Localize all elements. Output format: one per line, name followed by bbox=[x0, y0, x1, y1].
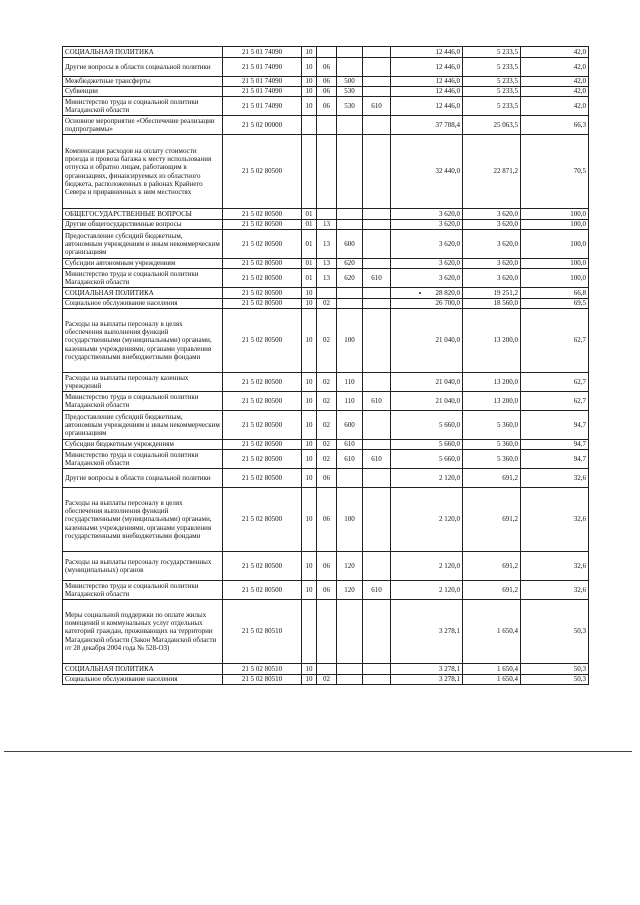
row-name: Субвенции bbox=[63, 87, 223, 97]
table-row bbox=[63, 58, 589, 77]
row-code: 21 5 02 80510 bbox=[223, 664, 302, 675]
table-row bbox=[63, 552, 589, 581]
row-name: Другие вопросы в области социальной политики bbox=[63, 58, 223, 77]
row-expense-type bbox=[337, 209, 363, 220]
row-name: Субсидии автономным учреждениям bbox=[63, 259, 223, 269]
row-planned-amount: 3 620,0 bbox=[391, 269, 463, 288]
table-row bbox=[63, 309, 589, 373]
row-kosgu bbox=[363, 600, 391, 664]
row-expense-type: 620 bbox=[337, 269, 363, 288]
row-expense-type bbox=[337, 299, 363, 309]
row-code: 21 5 02 00000 bbox=[223, 116, 302, 135]
row-subsection bbox=[317, 116, 337, 135]
row-expense-type bbox=[337, 288, 363, 299]
row-execution-percent: 42,0 bbox=[521, 77, 589, 87]
table-row bbox=[63, 450, 589, 469]
row-kosgu bbox=[363, 288, 391, 299]
row-execution-percent: 62,7 bbox=[521, 373, 589, 392]
row-subsection bbox=[317, 288, 337, 299]
row-actual-amount: 691,2 bbox=[463, 581, 521, 600]
row-kosgu bbox=[363, 552, 391, 581]
row-planned-amount: 12 446,0 bbox=[391, 77, 463, 87]
row-actual-amount: 5 360,0 bbox=[463, 440, 521, 450]
row-code: 21 5 01 74090 bbox=[223, 77, 302, 87]
row-subsection: 06 bbox=[317, 87, 337, 97]
row-section bbox=[302, 135, 317, 209]
row-expense-type: 610 bbox=[337, 450, 363, 469]
row-section: 10 bbox=[302, 552, 317, 581]
row-name: СОЦИАЛЬНАЯ ПОЛИТИКА bbox=[63, 288, 223, 299]
row-planned-amount: 12 446,0 bbox=[391, 58, 463, 77]
table-row bbox=[63, 259, 589, 269]
row-code: 21 5 02 80500 bbox=[223, 440, 302, 450]
row-name: Министерство труда и социальной политики Магаданской области bbox=[63, 581, 223, 600]
row-name: Министерство труда и социальной политики Магаданской области bbox=[63, 392, 223, 411]
row-name: Социальное обслуживание населения bbox=[63, 299, 223, 309]
row-planned-amount: 5 660,0 bbox=[391, 450, 463, 469]
table-row bbox=[63, 299, 589, 309]
row-actual-amount: 5 233,5 bbox=[463, 58, 521, 77]
row-name: Субсидии бюджетным учреждениям bbox=[63, 440, 223, 450]
table-body bbox=[63, 47, 589, 685]
table-row bbox=[63, 440, 589, 450]
row-subsection bbox=[317, 664, 337, 675]
row-actual-amount: 3 620,0 bbox=[463, 220, 521, 230]
row-name: Министерство труда и социальной политики Магаданской области bbox=[63, 450, 223, 469]
row-code: 21 5 02 80500 bbox=[223, 488, 302, 552]
row-code: 21 5 02 80500 bbox=[223, 392, 302, 411]
table-row bbox=[63, 373, 589, 392]
row-actual-amount: 13 200,0 bbox=[463, 309, 521, 373]
row-subsection: 02 bbox=[317, 675, 337, 685]
row-kosgu: 610 bbox=[363, 450, 391, 469]
table-row bbox=[63, 469, 589, 488]
row-section: 10 bbox=[302, 373, 317, 392]
row-expense-type bbox=[337, 58, 363, 77]
row-section: 01 bbox=[302, 230, 317, 259]
budget-table bbox=[62, 46, 589, 685]
row-planned-amount: 37 788,4 bbox=[391, 116, 463, 135]
row-kosgu bbox=[363, 230, 391, 259]
row-kosgu: 610 bbox=[363, 269, 391, 288]
row-execution-percent: 94,7 bbox=[521, 450, 589, 469]
table-row bbox=[63, 392, 589, 411]
row-actual-amount: 13 200,0 bbox=[463, 392, 521, 411]
row-planned-amount: 3 620,0 bbox=[391, 209, 463, 220]
row-section bbox=[302, 600, 317, 664]
row-section: 10 bbox=[302, 288, 317, 299]
row-expense-type: 610 bbox=[337, 440, 363, 450]
table-row bbox=[63, 116, 589, 135]
row-subsection: 02 bbox=[317, 299, 337, 309]
row-kosgu bbox=[363, 299, 391, 309]
row-expense-type: 620 bbox=[337, 259, 363, 269]
row-kosgu: 610 bbox=[363, 392, 391, 411]
table-row bbox=[63, 47, 589, 58]
row-kosgu bbox=[363, 135, 391, 209]
row-execution-percent: 50,3 bbox=[521, 664, 589, 675]
row-subsection: 06 bbox=[317, 469, 337, 488]
row-code: 21 5 01 74090 bbox=[223, 97, 302, 116]
row-section: 01 bbox=[302, 220, 317, 230]
row-kosgu bbox=[363, 440, 391, 450]
row-name: Другие вопросы в области социальной политики bbox=[63, 469, 223, 488]
row-code: 21 5 02 80500 bbox=[223, 220, 302, 230]
row-section: 10 bbox=[302, 440, 317, 450]
row-kosgu bbox=[363, 77, 391, 87]
row-actual-amount: 5 233,5 bbox=[463, 77, 521, 87]
row-code: 21 5 02 80500 bbox=[223, 581, 302, 600]
row-subsection bbox=[317, 47, 337, 58]
row-actual-amount: 5 360,0 bbox=[463, 411, 521, 440]
row-code: 21 5 01 74090 bbox=[223, 47, 302, 58]
row-expense-type bbox=[337, 116, 363, 135]
row-actual-amount: 19 251,2 bbox=[463, 288, 521, 299]
row-kosgu bbox=[363, 259, 391, 269]
row-actual-amount: 1 650,4 bbox=[463, 600, 521, 664]
row-expense-type: 530 bbox=[337, 87, 363, 97]
row-section: 10 bbox=[302, 488, 317, 552]
row-code: 21 5 02 80500 bbox=[223, 411, 302, 440]
table-row bbox=[63, 288, 589, 299]
row-execution-percent: 94,7 bbox=[521, 411, 589, 440]
row-section: 10 bbox=[302, 581, 317, 600]
row-actual-amount: 13 200,0 bbox=[463, 373, 521, 392]
table-row bbox=[63, 209, 589, 220]
table-row bbox=[63, 97, 589, 116]
row-expense-type: 110 bbox=[337, 392, 363, 411]
row-code: 21 5 02 80500 bbox=[223, 469, 302, 488]
row-planned-amount: 3 278,1 bbox=[391, 664, 463, 675]
row-subsection: 02 bbox=[317, 309, 337, 373]
row-execution-percent: 70,5 bbox=[521, 135, 589, 209]
table-row bbox=[63, 220, 589, 230]
row-planned-amount: 5 660,0 bbox=[391, 411, 463, 440]
row-name: Расходы на выплаты персоналу в целях обеспечения выполнения функций государственными (муниципальными) органами, казенными учреждениями, органами управления государственными внебюджетными фондами bbox=[63, 488, 223, 552]
table-row bbox=[63, 675, 589, 685]
row-kosgu bbox=[363, 220, 391, 230]
row-section: 10 bbox=[302, 97, 317, 116]
row-section: 10 bbox=[302, 299, 317, 309]
row-kosgu: 610 bbox=[363, 581, 391, 600]
row-kosgu bbox=[363, 116, 391, 135]
row-actual-amount: 3 620,0 bbox=[463, 230, 521, 259]
row-expense-type: 120 bbox=[337, 581, 363, 600]
row-section bbox=[302, 116, 317, 135]
row-kosgu bbox=[363, 87, 391, 97]
table-row bbox=[63, 488, 589, 552]
table-row bbox=[63, 230, 589, 259]
row-planned-amount: 2 120,0 bbox=[391, 488, 463, 552]
row-code: 21 5 02 80500 bbox=[223, 450, 302, 469]
row-actual-amount: 5 233,5 bbox=[463, 47, 521, 58]
row-code: 21 5 01 74090 bbox=[223, 87, 302, 97]
row-code: 21 5 02 80500 bbox=[223, 135, 302, 209]
row-kosgu bbox=[363, 309, 391, 373]
row-planned-amount: 12 446,0 bbox=[391, 87, 463, 97]
row-actual-amount: 5 360,0 bbox=[463, 450, 521, 469]
row-actual-amount: 22 871,2 bbox=[463, 135, 521, 209]
scan-dot bbox=[419, 292, 421, 294]
row-execution-percent: 69,5 bbox=[521, 299, 589, 309]
row-code: 21 5 02 80500 bbox=[223, 373, 302, 392]
row-name: Межбюджетные трансферты bbox=[63, 77, 223, 87]
table-row bbox=[63, 135, 589, 209]
row-execution-percent: 62,7 bbox=[521, 392, 589, 411]
table-row bbox=[63, 87, 589, 97]
row-execution-percent: 100,0 bbox=[521, 209, 589, 220]
row-subsection: 06 bbox=[317, 552, 337, 581]
table-row bbox=[63, 77, 589, 87]
row-execution-percent: 100,0 bbox=[521, 220, 589, 230]
row-subsection bbox=[317, 600, 337, 664]
table-row bbox=[63, 581, 589, 600]
row-execution-percent: 66,3 bbox=[521, 116, 589, 135]
row-actual-amount: 18 560,0 bbox=[463, 299, 521, 309]
row-execution-percent: 62,7 bbox=[521, 309, 589, 373]
row-subsection: 13 bbox=[317, 230, 337, 259]
row-expense-type: 100 bbox=[337, 488, 363, 552]
row-actual-amount: 1 650,4 bbox=[463, 664, 521, 675]
row-subsection: 02 bbox=[317, 411, 337, 440]
row-section: 10 bbox=[302, 411, 317, 440]
table-row bbox=[63, 600, 589, 664]
row-section: 10 bbox=[302, 58, 317, 77]
row-subsection: 06 bbox=[317, 58, 337, 77]
row-name: ОБЩЕГОСУДАРСТВЕННЫЕ ВОПРОСЫ bbox=[63, 209, 223, 220]
row-subsection: 02 bbox=[317, 440, 337, 450]
row-expense-type: 600 bbox=[337, 411, 363, 440]
row-kosgu bbox=[363, 58, 391, 77]
row-code: 21 5 02 80500 bbox=[223, 259, 302, 269]
row-execution-percent: 42,0 bbox=[521, 87, 589, 97]
row-actual-amount: 5 233,5 bbox=[463, 97, 521, 116]
row-actual-amount: 691,2 bbox=[463, 488, 521, 552]
row-expense-type: 110 bbox=[337, 373, 363, 392]
row-planned-amount: 26 700,0 bbox=[391, 299, 463, 309]
row-name: Расходы на выплаты персоналу казенных учреждений bbox=[63, 373, 223, 392]
row-subsection: 13 bbox=[317, 269, 337, 288]
row-actual-amount: 3 620,0 bbox=[463, 269, 521, 288]
row-section: 10 bbox=[302, 469, 317, 488]
row-kosgu bbox=[363, 675, 391, 685]
row-subsection: 13 bbox=[317, 259, 337, 269]
row-execution-percent: 94,7 bbox=[521, 440, 589, 450]
row-kosgu bbox=[363, 373, 391, 392]
row-kosgu bbox=[363, 209, 391, 220]
row-name: Предоставление субсидий бюджетным, автономным учреждениям и иным некоммерческим организациям bbox=[63, 230, 223, 259]
row-code: 21 5 01 74090 bbox=[223, 58, 302, 77]
row-actual-amount: 3 620,0 bbox=[463, 209, 521, 220]
row-kosgu bbox=[363, 411, 391, 440]
row-planned-amount: 28 820,0 bbox=[391, 288, 463, 299]
row-section: 01 bbox=[302, 269, 317, 288]
row-name: Министерство труда и социальной политики Магаданской области bbox=[63, 97, 223, 116]
row-subsection bbox=[317, 135, 337, 209]
row-subsection: 02 bbox=[317, 392, 337, 411]
row-planned-amount: 21 040,0 bbox=[391, 392, 463, 411]
table-row bbox=[63, 269, 589, 288]
row-section: 10 bbox=[302, 87, 317, 97]
row-planned-amount: 3 620,0 bbox=[391, 259, 463, 269]
row-execution-percent: 66,8 bbox=[521, 288, 589, 299]
row-kosgu bbox=[363, 47, 391, 58]
row-expense-type: 500 bbox=[337, 77, 363, 87]
row-code: 21 5 02 80510 bbox=[223, 600, 302, 664]
row-kosgu bbox=[363, 469, 391, 488]
row-planned-amount: 12 446,0 bbox=[391, 97, 463, 116]
row-section: 10 bbox=[302, 309, 317, 373]
row-name: Министерство труда и социальной политики Магаданской области bbox=[63, 269, 223, 288]
row-name: Другие общегосударственные вопросы bbox=[63, 220, 223, 230]
row-expense-type bbox=[337, 47, 363, 58]
row-expense-type: 100 bbox=[337, 309, 363, 373]
row-expense-type: 530 bbox=[337, 97, 363, 116]
row-execution-percent: 42,0 bbox=[521, 58, 589, 77]
row-section: 10 bbox=[302, 675, 317, 685]
row-execution-percent: 100,0 bbox=[521, 230, 589, 259]
row-section: 10 bbox=[302, 47, 317, 58]
row-execution-percent: 100,0 bbox=[521, 259, 589, 269]
row-code: 21 5 02 80510 bbox=[223, 675, 302, 685]
row-subsection: 06 bbox=[317, 581, 337, 600]
row-planned-amount: 3 620,0 bbox=[391, 230, 463, 259]
row-section: 10 bbox=[302, 392, 317, 411]
row-planned-amount: 21 040,0 bbox=[391, 373, 463, 392]
row-planned-amount: 3 278,1 bbox=[391, 675, 463, 685]
row-section: 10 bbox=[302, 664, 317, 675]
row-section: 10 bbox=[302, 77, 317, 87]
row-execution-percent: 42,0 bbox=[521, 47, 589, 58]
row-execution-percent: 42,0 bbox=[521, 97, 589, 116]
row-code: 21 5 02 80500 bbox=[223, 230, 302, 259]
row-subsection bbox=[317, 209, 337, 220]
row-actual-amount: 1 650,4 bbox=[463, 675, 521, 685]
table-row bbox=[63, 664, 589, 675]
row-execution-percent: 50,3 bbox=[521, 600, 589, 664]
row-name: Основное мероприятие «Обеспечение реализации подпрограммы» bbox=[63, 116, 223, 135]
row-name: СОЦИАЛЬНАЯ ПОЛИТИКА bbox=[63, 664, 223, 675]
row-kosgu bbox=[363, 488, 391, 552]
row-code: 21 5 02 80500 bbox=[223, 552, 302, 581]
row-execution-percent: 32,6 bbox=[521, 488, 589, 552]
row-code: 21 5 02 80500 bbox=[223, 309, 302, 373]
row-actual-amount: 25 063,5 bbox=[463, 116, 521, 135]
row-code: 21 5 02 80500 bbox=[223, 209, 302, 220]
row-subsection: 06 bbox=[317, 77, 337, 87]
row-actual-amount: 3 620,0 bbox=[463, 259, 521, 269]
row-name: Расходы на выплаты персоналу государственных (муниципальных) органов bbox=[63, 552, 223, 581]
row-actual-amount: 5 233,5 bbox=[463, 87, 521, 97]
row-expense-type bbox=[337, 675, 363, 685]
row-execution-percent: 32,6 bbox=[521, 469, 589, 488]
row-subsection: 06 bbox=[317, 488, 337, 552]
row-section: 01 bbox=[302, 209, 317, 220]
row-section: 01 bbox=[302, 259, 317, 269]
row-execution-percent: 32,6 bbox=[521, 552, 589, 581]
row-name: Предоставление субсидий бюджетным, автономным учреждениям и иным некоммерческим организациям bbox=[63, 411, 223, 440]
row-subsection: 13 bbox=[317, 220, 337, 230]
row-section: 10 bbox=[302, 450, 317, 469]
row-kosgu: 610 bbox=[363, 97, 391, 116]
row-expense-type: 120 bbox=[337, 552, 363, 581]
row-code: 21 5 02 80500 bbox=[223, 269, 302, 288]
row-execution-percent: 50,3 bbox=[521, 675, 589, 685]
row-name: Компенсация расходов на оплату стоимости проезда и провоза багажа к месту использования отпуска и обратно лицам, работающим в организациях, финансируемых из областного бюджета, расположенных в районах Крайнего Севера и приравненных к ним местностях bbox=[63, 135, 223, 209]
row-planned-amount: 32 440,0 bbox=[391, 135, 463, 209]
row-planned-amount: 5 660,0 bbox=[391, 440, 463, 450]
row-expense-type bbox=[337, 220, 363, 230]
row-expense-type bbox=[337, 135, 363, 209]
row-code: 21 5 02 80500 bbox=[223, 288, 302, 299]
table-row bbox=[63, 411, 589, 440]
row-actual-amount: 691,2 bbox=[463, 469, 521, 488]
row-code: 21 5 02 80500 bbox=[223, 299, 302, 309]
row-planned-amount: 2 120,0 bbox=[391, 581, 463, 600]
row-execution-percent: 100,0 bbox=[521, 269, 589, 288]
row-execution-percent: 32,6 bbox=[521, 581, 589, 600]
bottom-divider bbox=[4, 751, 632, 752]
row-planned-amount: 3 278,1 bbox=[391, 600, 463, 664]
row-planned-amount: 2 120,0 bbox=[391, 552, 463, 581]
row-kosgu bbox=[363, 664, 391, 675]
row-name: Меры социальной поддержки по оплате жилых помещений и коммунальных услуг отдельных категорий граждан, проживающих на территории Магаданской области (Закон Магаданской области от 28 декабря 2004 года № 528-ОЗ) bbox=[63, 600, 223, 664]
row-subsection: 02 bbox=[317, 450, 337, 469]
row-expense-type bbox=[337, 469, 363, 488]
row-planned-amount: 3 620,0 bbox=[391, 220, 463, 230]
row-actual-amount: 691,2 bbox=[463, 552, 521, 581]
row-expense-type bbox=[337, 600, 363, 664]
row-subsection: 02 bbox=[317, 373, 337, 392]
row-expense-type: 600 bbox=[337, 230, 363, 259]
row-subsection: 06 bbox=[317, 97, 337, 116]
row-name: СОЦИАЛЬНАЯ ПОЛИТИКА bbox=[63, 47, 223, 58]
row-name: Расходы на выплаты персоналу в целях обеспечения выполнения функций государственными (муниципальными) органами, казенными учреждениями, органами управления государственными внебюджетными фондами bbox=[63, 309, 223, 373]
row-planned-amount: 2 120,0 bbox=[391, 469, 463, 488]
row-name: Социальное обслуживание населения bbox=[63, 675, 223, 685]
row-expense-type bbox=[337, 664, 363, 675]
row-planned-amount: 21 040,0 bbox=[391, 309, 463, 373]
row-planned-amount: 12 446,0 bbox=[391, 47, 463, 58]
